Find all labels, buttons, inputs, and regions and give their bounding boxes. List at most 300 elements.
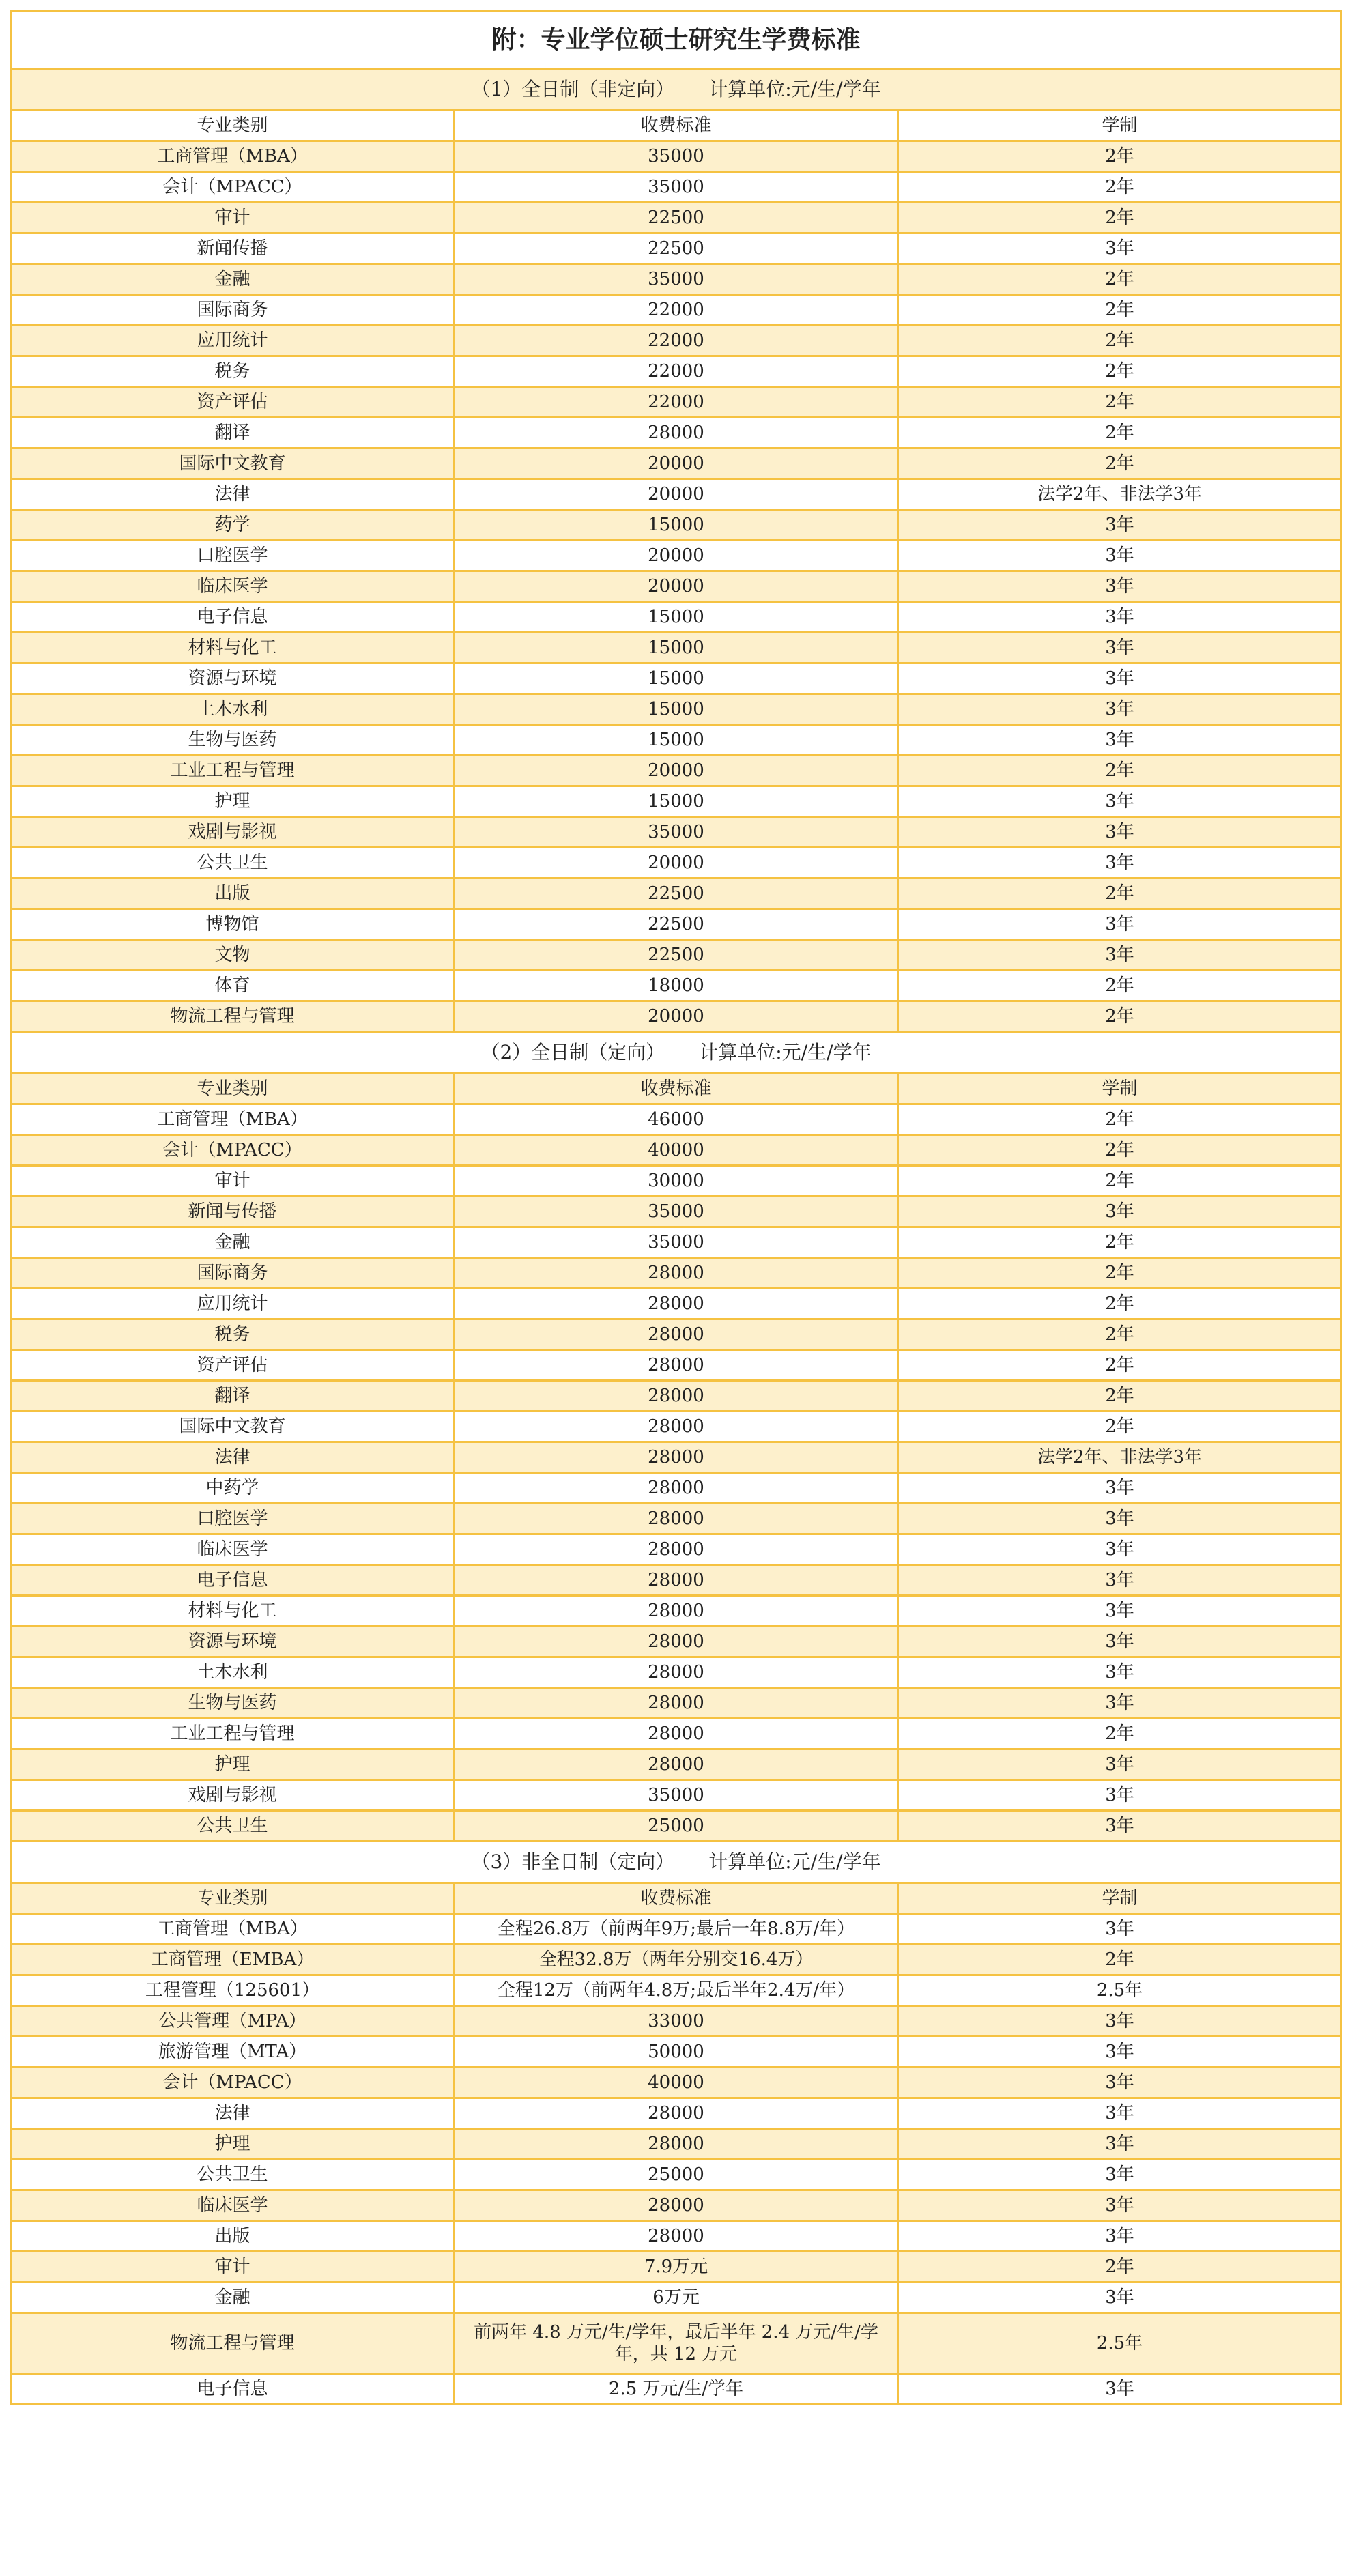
column-header: 学制 [898, 111, 1342, 141]
table-row [11, 909, 1342, 940]
duration-cell: 2年 [898, 141, 1342, 172]
program-name-cell: 资产评估 [11, 1350, 455, 1381]
table-row [11, 1227, 1342, 1258]
program-name-cell: 金融 [11, 1227, 455, 1258]
program-name-cell: 翻译 [11, 1381, 455, 1412]
program-name-cell: 文物 [11, 940, 455, 971]
column-header-row [11, 1074, 1342, 1104]
table-row [11, 2098, 1342, 2129]
fee-cell: 15000 [455, 694, 898, 725]
fee-cell: 2.5 万元/生/学年 [455, 2374, 898, 2405]
section-heading [11, 1032, 1342, 1074]
duration-cell: 2年 [898, 1227, 1342, 1258]
program-name-cell: 工程管理（125601） [11, 1975, 455, 2006]
duration-cell: 3年 [898, 633, 1342, 663]
table-row [11, 418, 1342, 448]
fee-cell: 全程26.8万（前两年9万;最后一年8.8万/年） [455, 1914, 898, 1945]
duration-cell: 2年 [898, 1719, 1342, 1749]
duration-cell: 2年 [898, 418, 1342, 448]
duration-cell: 3年 [898, 1688, 1342, 1719]
fee-cell: 20000 [455, 479, 898, 510]
table-row [11, 1534, 1342, 1565]
program-name-cell: 电子信息 [11, 602, 455, 633]
fee-cell: 28000 [455, 1473, 898, 1504]
duration-cell: 3年 [898, 2160, 1342, 2190]
program-name-cell: 材料与化工 [11, 633, 455, 663]
duration-cell: 3年 [898, 2282, 1342, 2313]
column-header: 专业类别 [11, 111, 455, 141]
program-name-cell: 资源与环境 [11, 1627, 455, 1657]
duration-cell: 2年 [898, 1258, 1342, 1289]
program-name-cell: 金融 [11, 264, 455, 295]
duration-cell: 3年 [898, 1197, 1342, 1227]
fee-cell: 28000 [455, 2221, 898, 2252]
fee-cell: 7.9万元 [455, 2252, 898, 2282]
table-row [11, 1749, 1342, 1780]
program-name-cell: 博物馆 [11, 909, 455, 940]
program-name-cell: 材料与化工 [11, 1596, 455, 1627]
duration-cell: 3年 [898, 602, 1342, 633]
duration-cell: 3年 [898, 817, 1342, 848]
table-row [11, 2037, 1342, 2067]
table-row [11, 1657, 1342, 1688]
table-row [11, 2129, 1342, 2160]
duration-cell: 3年 [898, 1657, 1342, 1688]
table-row [11, 2006, 1342, 2037]
table-row [11, 1473, 1342, 1504]
fee-cell: 35000 [455, 172, 898, 203]
column-header-row [11, 1883, 1342, 1914]
table-row [11, 940, 1342, 971]
program-name-cell: 税务 [11, 1319, 455, 1350]
program-name-cell: 税务 [11, 356, 455, 387]
table-row [11, 326, 1342, 356]
table-row [11, 2190, 1342, 2221]
duration-cell: 2年 [898, 264, 1342, 295]
program-name-cell: 生物与医药 [11, 1688, 455, 1719]
table-row [11, 1289, 1342, 1319]
table-row [11, 1442, 1342, 1473]
fee-cell: 22500 [455, 878, 898, 909]
program-name-cell: 工业工程与管理 [11, 1719, 455, 1749]
duration-cell: 2年 [898, 971, 1342, 1001]
fee-cell: 22500 [455, 233, 898, 264]
duration-cell: 2年 [898, 756, 1342, 786]
fee-cell: 15000 [455, 510, 898, 541]
fee-cell: 28000 [455, 1258, 898, 1289]
duration-cell: 2年 [898, 1412, 1342, 1442]
column-header: 专业类别 [11, 1074, 455, 1104]
fee-cell: 28000 [455, 1381, 898, 1412]
program-name-cell: 翻译 [11, 418, 455, 448]
program-name-cell: 物流工程与管理 [11, 2313, 455, 2374]
duration-cell: 2年 [898, 295, 1342, 326]
program-name-cell: 物流工程与管理 [11, 1001, 455, 1032]
fee-cell: 25000 [455, 2160, 898, 2190]
program-name-cell: 土木水利 [11, 1657, 455, 1688]
fee-cell: 28000 [455, 1442, 898, 1473]
table-row [11, 817, 1342, 848]
fee-cell: 28000 [455, 1719, 898, 1749]
fee-cell: 28000 [455, 1657, 898, 1688]
column-header: 收费标准 [455, 1883, 898, 1914]
table-row [11, 1412, 1342, 1442]
duration-cell: 2.5年 [898, 1975, 1342, 2006]
table-row [11, 172, 1342, 203]
duration-cell: 2年 [898, 1135, 1342, 1166]
duration-cell: 2年 [898, 356, 1342, 387]
column-header: 专业类别 [11, 1883, 455, 1914]
section-heading [11, 1842, 1342, 1883]
table-row [11, 971, 1342, 1001]
duration-cell: 3年 [898, 541, 1342, 571]
program-name-cell: 审计 [11, 2252, 455, 2282]
section-unit: 计算单位:元/生/学年 [708, 78, 881, 100]
fee-cell: 22000 [455, 356, 898, 387]
duration-cell: 3年 [898, 1534, 1342, 1565]
fee-cell: 33000 [455, 2006, 898, 2037]
fee-table [10, 10, 1342, 2405]
table-row [11, 1166, 1342, 1197]
duration-cell: 2年 [898, 1350, 1342, 1381]
table-row [11, 387, 1342, 418]
duration-cell: 3年 [898, 909, 1342, 940]
table-row [11, 479, 1342, 510]
duration-cell: 3年 [898, 786, 1342, 817]
program-name-cell: 工业工程与管理 [11, 756, 455, 786]
section-heading-row [11, 1032, 1342, 1074]
fee-cell: 25000 [455, 1811, 898, 1842]
program-name-cell: 应用统计 [11, 1289, 455, 1319]
program-name-cell: 法律 [11, 479, 455, 510]
duration-cell: 2年 [898, 1289, 1342, 1319]
duration-cell: 3年 [898, 663, 1342, 694]
fee-cell: 22000 [455, 326, 898, 356]
program-name-cell: 新闻传播 [11, 233, 455, 264]
program-name-cell: 药学 [11, 510, 455, 541]
program-name-cell: 旅游管理（MTA） [11, 2037, 455, 2067]
title-row [11, 11, 1342, 69]
table-row [11, 1350, 1342, 1381]
duration-cell: 2.5年 [898, 2313, 1342, 2374]
table-row [11, 878, 1342, 909]
duration-cell: 3年 [898, 1780, 1342, 1811]
fee-cell: 28000 [455, 1627, 898, 1657]
program-name-cell: 护理 [11, 786, 455, 817]
duration-cell: 3年 [898, 725, 1342, 756]
fee-cell: 全程32.8万（两年分别交16.4万） [455, 1945, 898, 1975]
fee-cell: 20000 [455, 448, 898, 479]
duration-cell: 2年 [898, 1381, 1342, 1412]
duration-cell: 3年 [898, 1627, 1342, 1657]
table-row [11, 1001, 1342, 1032]
duration-cell: 法学2年、非法学3年 [898, 479, 1342, 510]
table-row [11, 786, 1342, 817]
program-name-cell: 法律 [11, 2098, 455, 2129]
fee-cell: 40000 [455, 1135, 898, 1166]
fee-cell: 30000 [455, 1166, 898, 1197]
fee-cell: 6万元 [455, 2282, 898, 2313]
duration-cell: 3年 [898, 2006, 1342, 2037]
fee-cell: 28000 [455, 1412, 898, 1442]
table-row [11, 264, 1342, 295]
table-row [11, 295, 1342, 326]
program-name-cell: 国际商务 [11, 1258, 455, 1289]
table-row [11, 2160, 1342, 2190]
fee-cell: 22500 [455, 940, 898, 971]
duration-cell: 2年 [898, 1001, 1342, 1032]
duration-cell: 3年 [898, 571, 1342, 602]
program-name-cell: 中药学 [11, 1473, 455, 1504]
column-header-row [11, 111, 1342, 141]
table-row [11, 756, 1342, 786]
table-row [11, 1135, 1342, 1166]
fee-cell: 28000 [455, 1534, 898, 1565]
program-name-cell: 资源与环境 [11, 663, 455, 694]
program-name-cell: 审计 [11, 203, 455, 233]
program-name-cell: 金融 [11, 2282, 455, 2313]
table-row [11, 1914, 1342, 1945]
program-name-cell: 土木水利 [11, 694, 455, 725]
fee-cell: 15000 [455, 663, 898, 694]
program-name-cell: 审计 [11, 1166, 455, 1197]
program-name-cell: 新闻与传播 [11, 1197, 455, 1227]
duration-cell: 2年 [898, 326, 1342, 356]
fee-cell: 28000 [455, 1289, 898, 1319]
column-header: 收费标准 [455, 111, 898, 141]
table-row [11, 571, 1342, 602]
duration-cell: 2年 [898, 1319, 1342, 1350]
program-name-cell: 会计（MPACC） [11, 1135, 455, 1166]
table-row [11, 448, 1342, 479]
program-name-cell: 生物与医药 [11, 725, 455, 756]
duration-cell: 3年 [898, 940, 1342, 971]
fee-cell: 20000 [455, 1001, 898, 1032]
duration-cell: 3年 [898, 1811, 1342, 1842]
table-row [11, 1719, 1342, 1749]
fee-cell: 28000 [455, 2190, 898, 2221]
fee-cell: 22500 [455, 203, 898, 233]
table-row [11, 2374, 1342, 2405]
fee-cell: 22000 [455, 295, 898, 326]
duration-cell: 3年 [898, 694, 1342, 725]
column-header: 收费标准 [455, 1074, 898, 1104]
duration-cell: 法学2年、非法学3年 [898, 1442, 1342, 1473]
table-row [11, 1596, 1342, 1627]
duration-cell: 3年 [898, 1596, 1342, 1627]
duration-cell: 2年 [898, 2252, 1342, 2282]
program-name-cell: 国际商务 [11, 295, 455, 326]
table-row [11, 725, 1342, 756]
fee-cell: 全程12万（前两年4.8万;最后半年2.4万/年） [455, 1975, 898, 2006]
duration-cell: 2年 [898, 1945, 1342, 1975]
program-name-cell: 临床医学 [11, 1534, 455, 1565]
fee-cell: 40000 [455, 2067, 898, 2098]
program-name-cell: 出版 [11, 2221, 455, 2252]
fee-cell: 28000 [455, 418, 898, 448]
fee-cell: 15000 [455, 633, 898, 663]
duration-cell: 2年 [898, 203, 1342, 233]
program-name-cell: 口腔医学 [11, 541, 455, 571]
duration-cell: 3年 [898, 1749, 1342, 1780]
duration-cell: 3年 [898, 1914, 1342, 1945]
program-name-cell: 公共卫生 [11, 2160, 455, 2190]
fee-cell: 20000 [455, 848, 898, 878]
fee-cell: 28000 [455, 1749, 898, 1780]
table-row [11, 1945, 1342, 1975]
program-name-cell: 资产评估 [11, 387, 455, 418]
program-name-cell: 工商管理（MBA） [11, 141, 455, 172]
section-heading-text: （2）全日制（定向） [480, 1041, 665, 1063]
table-row [11, 1811, 1342, 1842]
program-name-cell: 临床医学 [11, 571, 455, 602]
section-unit: 计算单位:元/生/学年 [708, 1850, 881, 1873]
fee-cell: 35000 [455, 817, 898, 848]
fee-cell: 50000 [455, 2037, 898, 2067]
table-row [11, 233, 1342, 264]
duration-cell: 3年 [898, 2129, 1342, 2160]
fee-cell: 前两年 4.8 万元/生/学年，最后半年 2.4 万元/生/学年，共 12 万元 [455, 2313, 898, 2374]
duration-cell: 2年 [898, 172, 1342, 203]
duration-cell: 3年 [898, 2374, 1342, 2405]
table-row [11, 141, 1342, 172]
program-name-cell: 会计（MPACC） [11, 172, 455, 203]
program-name-cell: 公共卫生 [11, 848, 455, 878]
program-name-cell: 国际中文教育 [11, 1412, 455, 1442]
fee-standard-document [10, 10, 1340, 2405]
duration-cell: 3年 [898, 1504, 1342, 1534]
fee-cell: 35000 [455, 1197, 898, 1227]
fee-cell: 15000 [455, 725, 898, 756]
table-row [11, 1627, 1342, 1657]
table-row [11, 2313, 1342, 2374]
program-name-cell: 出版 [11, 878, 455, 909]
duration-cell: 3年 [898, 1565, 1342, 1596]
table-row [11, 1319, 1342, 1350]
program-name-cell: 电子信息 [11, 2374, 455, 2405]
table-row [11, 1688, 1342, 1719]
duration-cell: 3年 [898, 2067, 1342, 2098]
fee-cell: 15000 [455, 786, 898, 817]
program-name-cell: 护理 [11, 2129, 455, 2160]
fee-cell: 28000 [455, 1504, 898, 1534]
program-name-cell: 公共管理（MPA） [11, 2006, 455, 2037]
duration-cell: 3年 [898, 2221, 1342, 2252]
fee-cell: 28000 [455, 1565, 898, 1596]
duration-cell: 2年 [898, 1104, 1342, 1135]
page-title: 附：专业学位硕士研究生学费标准 [11, 11, 1342, 69]
fee-cell: 18000 [455, 971, 898, 1001]
column-header: 学制 [898, 1074, 1342, 1104]
program-name-cell: 工商管理（EMBA） [11, 1945, 455, 1975]
program-name-cell: 口腔医学 [11, 1504, 455, 1534]
program-name-cell: 体育 [11, 971, 455, 1001]
table-row [11, 1975, 1342, 2006]
duration-cell: 3年 [898, 1473, 1342, 1504]
table-row [11, 510, 1342, 541]
section-heading-text: （3）非全日制（定向） [471, 1850, 675, 1873]
table-row [11, 2221, 1342, 2252]
table-row [11, 1565, 1342, 1596]
fee-cell: 28000 [455, 2098, 898, 2129]
table-row [11, 1197, 1342, 1227]
duration-cell: 2年 [898, 1166, 1342, 1197]
fee-cell: 28000 [455, 1596, 898, 1627]
section-unit: 计算单位:元/生/学年 [699, 1041, 872, 1063]
table-row [11, 1104, 1342, 1135]
program-name-cell: 戏剧与影视 [11, 1780, 455, 1811]
fee-cell: 28000 [455, 1319, 898, 1350]
fee-cell: 35000 [455, 1780, 898, 1811]
table-row [11, 2252, 1342, 2282]
table-row [11, 633, 1342, 663]
fee-cell: 28000 [455, 1350, 898, 1381]
fee-cell: 15000 [455, 602, 898, 633]
fee-cell: 22500 [455, 909, 898, 940]
section-heading-row [11, 1842, 1342, 1883]
table-row [11, 2067, 1342, 2098]
duration-cell: 3年 [898, 2098, 1342, 2129]
table-row [11, 2282, 1342, 2313]
table-row [11, 663, 1342, 694]
table-row [11, 1381, 1342, 1412]
table-row [11, 848, 1342, 878]
table-row [11, 1504, 1342, 1534]
duration-cell: 2年 [898, 387, 1342, 418]
table-row [11, 694, 1342, 725]
section-heading-row [11, 69, 1342, 111]
program-name-cell: 应用统计 [11, 326, 455, 356]
program-name-cell: 临床医学 [11, 2190, 455, 2221]
fee-cell: 20000 [455, 571, 898, 602]
fee-cell: 46000 [455, 1104, 898, 1135]
program-name-cell: 护理 [11, 1749, 455, 1780]
program-name-cell: 国际中文教育 [11, 448, 455, 479]
duration-cell: 3年 [898, 2037, 1342, 2067]
table-row [11, 203, 1342, 233]
table-row [11, 356, 1342, 387]
duration-cell: 3年 [898, 848, 1342, 878]
program-name-cell: 戏剧与影视 [11, 817, 455, 848]
fee-cell: 35000 [455, 1227, 898, 1258]
duration-cell: 3年 [898, 233, 1342, 264]
duration-cell: 2年 [898, 878, 1342, 909]
fee-cell: 35000 [455, 264, 898, 295]
program-name-cell: 法律 [11, 1442, 455, 1473]
program-name-cell: 工商管理（MBA） [11, 1914, 455, 1945]
duration-cell: 2年 [898, 448, 1342, 479]
table-row [11, 541, 1342, 571]
fee-cell: 35000 [455, 141, 898, 172]
fee-cell: 28000 [455, 1688, 898, 1719]
program-name-cell: 公共卫生 [11, 1811, 455, 1842]
program-name-cell: 工商管理（MBA） [11, 1104, 455, 1135]
table-row [11, 602, 1342, 633]
duration-cell: 3年 [898, 2190, 1342, 2221]
fee-table-body [11, 11, 1342, 2405]
fee-cell: 28000 [455, 2129, 898, 2160]
table-row [11, 1258, 1342, 1289]
column-header: 学制 [898, 1883, 1342, 1914]
duration-cell: 3年 [898, 510, 1342, 541]
section-heading [11, 69, 1342, 111]
table-row [11, 1780, 1342, 1811]
fee-cell: 22000 [455, 387, 898, 418]
fee-cell: 20000 [455, 756, 898, 786]
fee-cell: 20000 [455, 541, 898, 571]
section-heading-text: （1）全日制（非定向） [471, 78, 675, 100]
program-name-cell: 会计（MPACC） [11, 2067, 455, 2098]
